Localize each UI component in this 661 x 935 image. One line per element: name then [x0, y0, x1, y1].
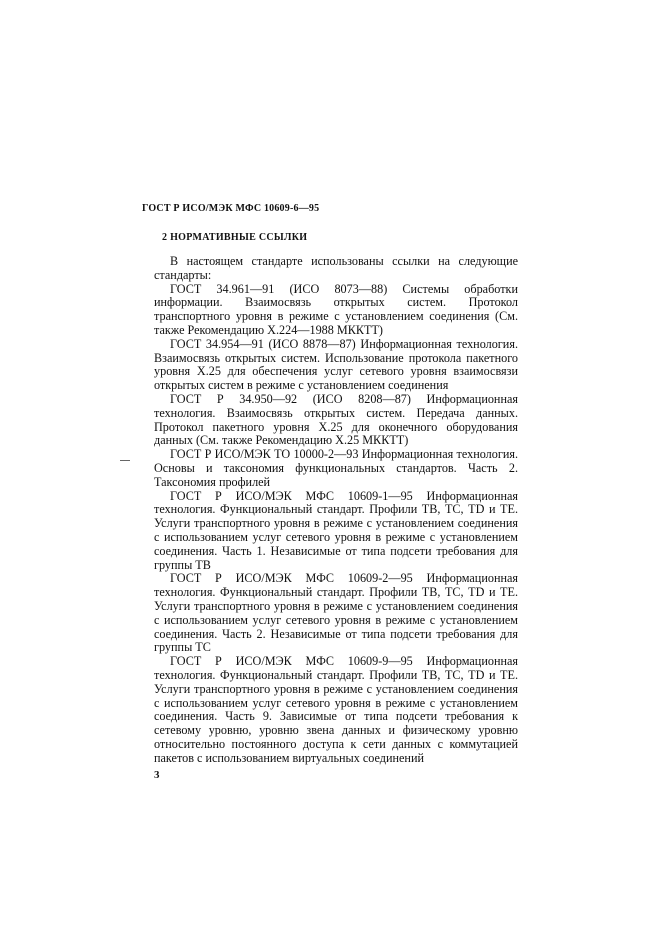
page-header: ГОСТ Р ИСО/МЭК МФС 10609-6—95 [142, 203, 320, 214]
section-title: 2 НОРМАТИВНЫЕ ССЫЛКИ [162, 232, 308, 243]
paragraph-ref-1: ГОСТ 34.961—91 (ИСО 8073—88) Системы обработки информации. Взаимосвязь открытых систем. Протокол транспортного уровня в режиме с установлением соединения (См. также Рекомендацию Х.224—1988 МККТТ) [154, 281, 518, 337]
paragraph-ref-6: ГОСТ Р ИСО/МЭК МФС 10609-2—95 Информационная технология. Функциональный стандарт. Профили ТВ, ТС, TD и ТЕ. Услуги транспортного уровня в режиме с установлением соединения с использованием услуг сетевого уровня в режиме с установлением соединения. Часть 2. Независимые от типа подсети требования для группы ТС [154, 571, 518, 655]
body-text [154, 255, 518, 765]
paragraph-ref-5: ГОСТ Р ИСО/МЭК МФС 10609-1—95 Информационная технология. Функциональный стандарт. Профили ТВ, ТС, TD и ТЕ. Услуги транспортного уровня в режиме с установлением соединения с использованием услуг сетевого уровня в режиме с установлением соединения. Часть 1. Независимые от типа подсети требования для группы ТВ [154, 488, 518, 572]
paragraph-ref-2: ГОСТ 34.954—91 (ИСО 8878—87) Информационная технология. Взаимосвязь открытых систем. Использование протокола пакетного уровня Х.25 для обеспечения услуг сетевого уровня взаимосвязи открытых систем в режиме с установлением соединения [154, 336, 518, 393]
paragraph-ref-7: ГОСТ Р ИСО/МЭК МФС 10609-9—95 Информационная технология. Функциональный стандарт. Профили ТВ, ТС, TD и ТЕ. Услуги транспортного уровня в режиме с установлением соединения с использованием услуг сетевого уровня в режиме с установлением соединения. Часть 9. Зависимые от типа подсети требования к сетевому уровню, уровню звена данных и физическому уровню относительно постоянного доступа к сети данных с коммутацией пакетов с использованием виртуальных соединений [154, 654, 518, 765]
margin-mark [120, 460, 130, 461]
paragraph-intro: В настоящем стандарте использованы ссылки на следующие стандарты: [154, 254, 518, 282]
page-number: 3 [154, 769, 160, 781]
paragraph-ref-3: ГОСТ Р 34.950—92 (ИСО 8208—87) Информационная технология. Взаимосвязь открытых систем. Передача данных. Протокол пакетного уровня Х.25 для оконечного оборудования данных (См. также Рекомендацию Х.25 МККТТ) [154, 391, 518, 448]
paragraph-ref-4: ГОСТ Р ИСО/МЭК ТО 10000-2—93 Информационная технология. Основы и таксономия функциональных стандартов. Часть 2. Таксономия профилей [154, 447, 518, 489]
